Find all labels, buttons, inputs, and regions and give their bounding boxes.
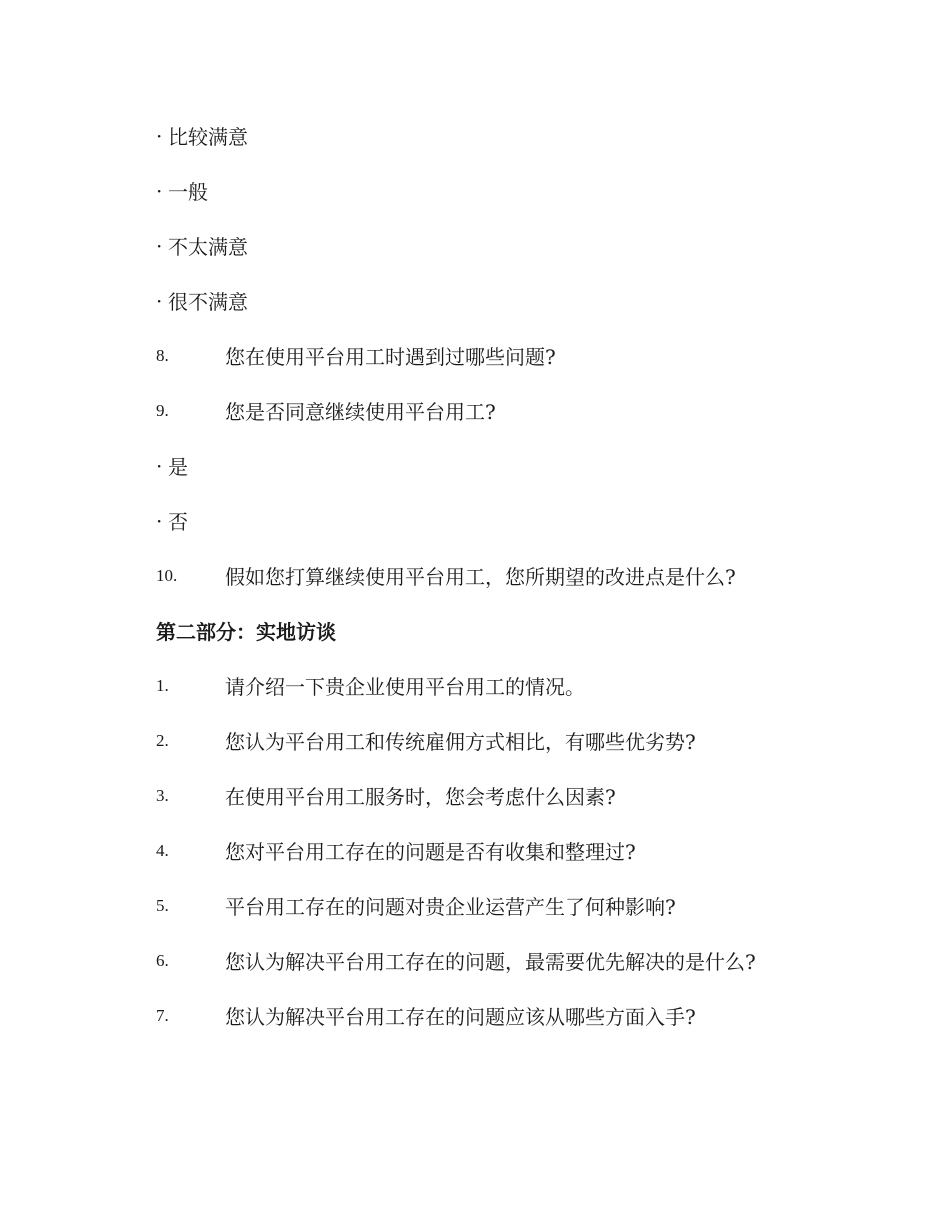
question-item	[156, 988, 856, 1043]
question-item	[156, 548, 856, 603]
question-text: 您对平台用工存在的问题是否有收集和整理过?	[225, 840, 636, 864]
question-number: 6.	[156, 950, 169, 970]
bullet-icon: ·	[156, 123, 163, 148]
question-text: 您在使用平台用工时遇到过哪些问题?	[225, 345, 556, 369]
option-label: 一般	[168, 180, 208, 204]
question-item	[156, 878, 856, 933]
option-item	[156, 273, 856, 328]
question-number: 7.	[156, 1005, 169, 1025]
question-number: 10.	[156, 565, 178, 585]
option-label: 否	[168, 510, 188, 534]
question-number: 4.	[156, 840, 169, 860]
question-text: 您认为解决平台用工存在的问题，最需要优先解决的是什么?	[225, 950, 756, 974]
option-item	[156, 108, 856, 163]
question-text: 请介绍一下贵企业使用平台用工的情况。	[225, 675, 585, 699]
question-item	[156, 713, 856, 768]
question-item	[156, 328, 856, 383]
question-text: 平台用工存在的问题对贵企业运营产生了何种影响?	[225, 895, 676, 919]
question-item	[156, 658, 856, 713]
bullet-icon: ·	[156, 508, 163, 533]
document-content	[156, 108, 856, 1043]
bullet-icon: ·	[156, 233, 163, 258]
question-text: 您认为解决平台用工存在的问题应该从哪些方面入手?	[225, 1005, 696, 1029]
option-item	[156, 493, 856, 548]
question-number: 5.	[156, 895, 169, 915]
section-heading: 第二部分：实地访谈	[156, 620, 336, 644]
question-text: 您认为平台用工和传统雇佣方式相比，有哪些优劣势?	[225, 730, 696, 754]
question-number: 2.	[156, 730, 169, 750]
question-number: 8.	[156, 345, 169, 365]
question-item	[156, 933, 856, 988]
option-label: 比较满意	[168, 125, 248, 149]
question-number: 1.	[156, 675, 169, 695]
bullet-icon: ·	[156, 288, 163, 313]
question-text: 在使用平台用工服务时，您会考虑什么因素?	[225, 785, 616, 809]
question-item	[156, 823, 856, 878]
question-item	[156, 768, 856, 823]
option-item	[156, 438, 856, 493]
bullet-icon: ·	[156, 453, 163, 478]
question-number: 9.	[156, 400, 169, 420]
bullet-icon: ·	[156, 178, 163, 203]
option-label: 不太满意	[168, 235, 248, 259]
option-label: 是	[168, 455, 188, 479]
option-item	[156, 163, 856, 218]
question-text: 假如您打算继续使用平台用工，您所期望的改进点是什么?	[225, 565, 736, 589]
question-text: 您是否同意继续使用平台用工?	[225, 400, 496, 424]
option-item	[156, 218, 856, 273]
question-number: 3.	[156, 785, 169, 805]
option-label: 很不满意	[168, 290, 248, 314]
question-item	[156, 383, 856, 438]
